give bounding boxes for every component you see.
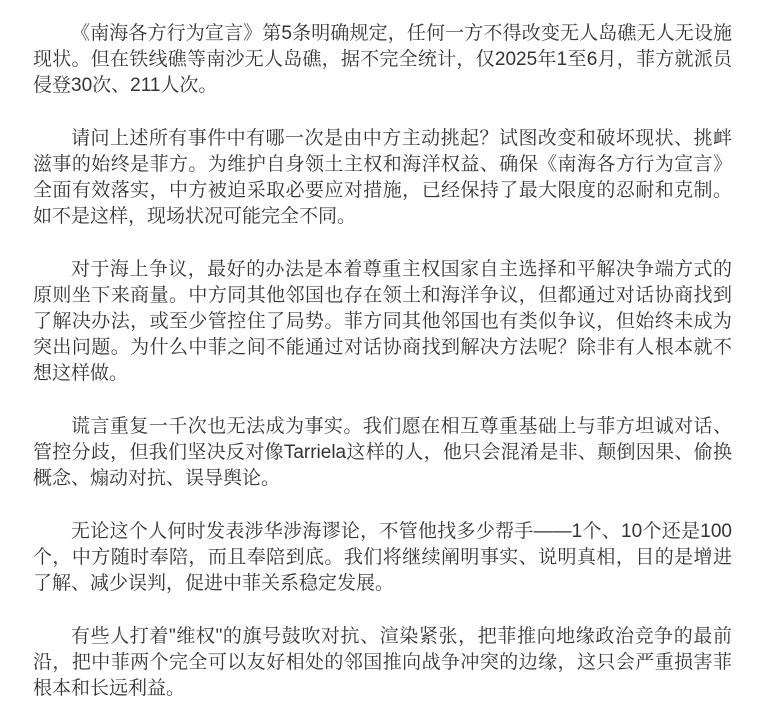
paragraph-3: 对于海上争议，最好的办法是本着尊重主权国家自主选择和平解决争端方式的原则坐下来商量。中方同其他邻国也存在领土和海洋争议，但都通过对话协商找到了解决办法，或至少管控住了局势。菲方同其他邻国也有类似争议，但始终未成为突出问题。为什么中菲之间不能通过对话协商找到解决方法呢？除非有人根本就不想这样做。 bbox=[33, 259, 732, 384]
paragraph-1: 《南海各方行为宣言》第5条明确规定，任何一方不得改变无人岛礁无人无设施现状。但在铁线礁等南沙无人岛礁，据不完全统计，仅2025年1至6月，菲方就派员侵登30次、211人次。 bbox=[33, 23, 732, 96]
paragraph-2: 请问上述所有事件中有哪一次是由中方主动挑起？试图改变和破坏现状、挑衅滋事的始终是菲方。为维护自身领土主权和海洋权益、确保《南海各方行为宣言》全面有效落实，中方被迫采取必要应对措施，已经保持了最大限度的忍耐和克制。如不是这样，现场状况可能完全不同。 bbox=[33, 128, 732, 227]
paragraph-6: 有些人打着"维权"的旗号鼓吹对抗、渲染紧张，把菲推向地缘政治竞争的最前沿，把中菲两个完全可以友好相处的邻国推向战争冲突的边缘，这只会严重损害菲根本和长远利益。 bbox=[33, 626, 732, 699]
paragraph-5: 无论这个人何时发表涉华涉海谬论，不管他找多少帮手——1个、10个还是100个，中方随时奉陪，而且奉陪到底。我们将继续阐明事实、说明真相，目的是增进了解、减少误判，促进中菲关系稳定发展。 bbox=[33, 521, 732, 594]
paragraph-4: 谎言重复一千次也无法成为事实。我们愿在相互尊重基础上与菲方坦诚对话、管控分歧，但我们坚决反对像Tarriela这样的人，他只会混淆是非、颠倒因果、偷换概念、煽动对抗、误导舆论。 bbox=[33, 416, 732, 489]
